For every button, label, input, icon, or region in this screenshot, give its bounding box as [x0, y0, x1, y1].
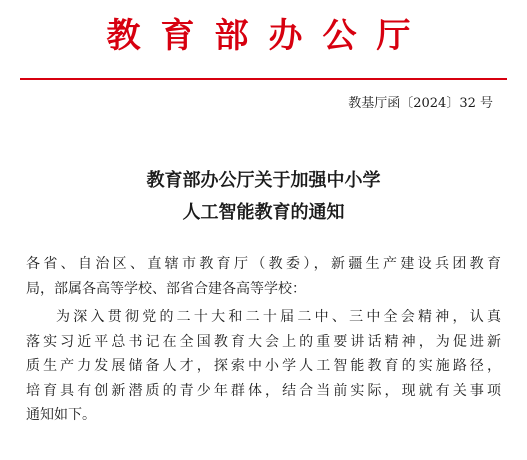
issuer-masthead: 教育部办公厅 — [106, 16, 431, 56]
recipients-line: 各省、自治区、直辖市教育厅（教委），新疆生产建设兵团教育 — [26, 256, 501, 272]
paragraph-line: 为深入贯彻党的二十大和二十届二中、三中全会精神，认真 — [56, 309, 501, 325]
document-number: 教基厅函〔2024〕32 号 — [348, 96, 493, 111]
document-title-line-1: 教育部办公厅关于加强中小学 — [146, 170, 381, 191]
paragraph-line: 落实习近平总书记在全国教育大会上的重要讲话精神，为促进新 — [26, 333, 501, 350]
paragraph-line: 培育具有创新潜质的青少年群体，结合当前实际，现就有关事项 — [26, 382, 501, 399]
red-separator-rule — [20, 78, 507, 80]
recipients-block — [26, 252, 501, 301]
recipients-line: 局，部属各高等学校、部省合建各高等学校： — [26, 280, 306, 297]
paragraph-line: 质生产力发展储备人才，探索中小学人工智能教育的实施路径， — [26, 358, 501, 374]
body-paragraph — [26, 305, 501, 428]
paragraph-line: 通知如下。 — [26, 407, 96, 423]
document-title-line-2: 人工智能教育的通知 — [182, 202, 345, 223]
